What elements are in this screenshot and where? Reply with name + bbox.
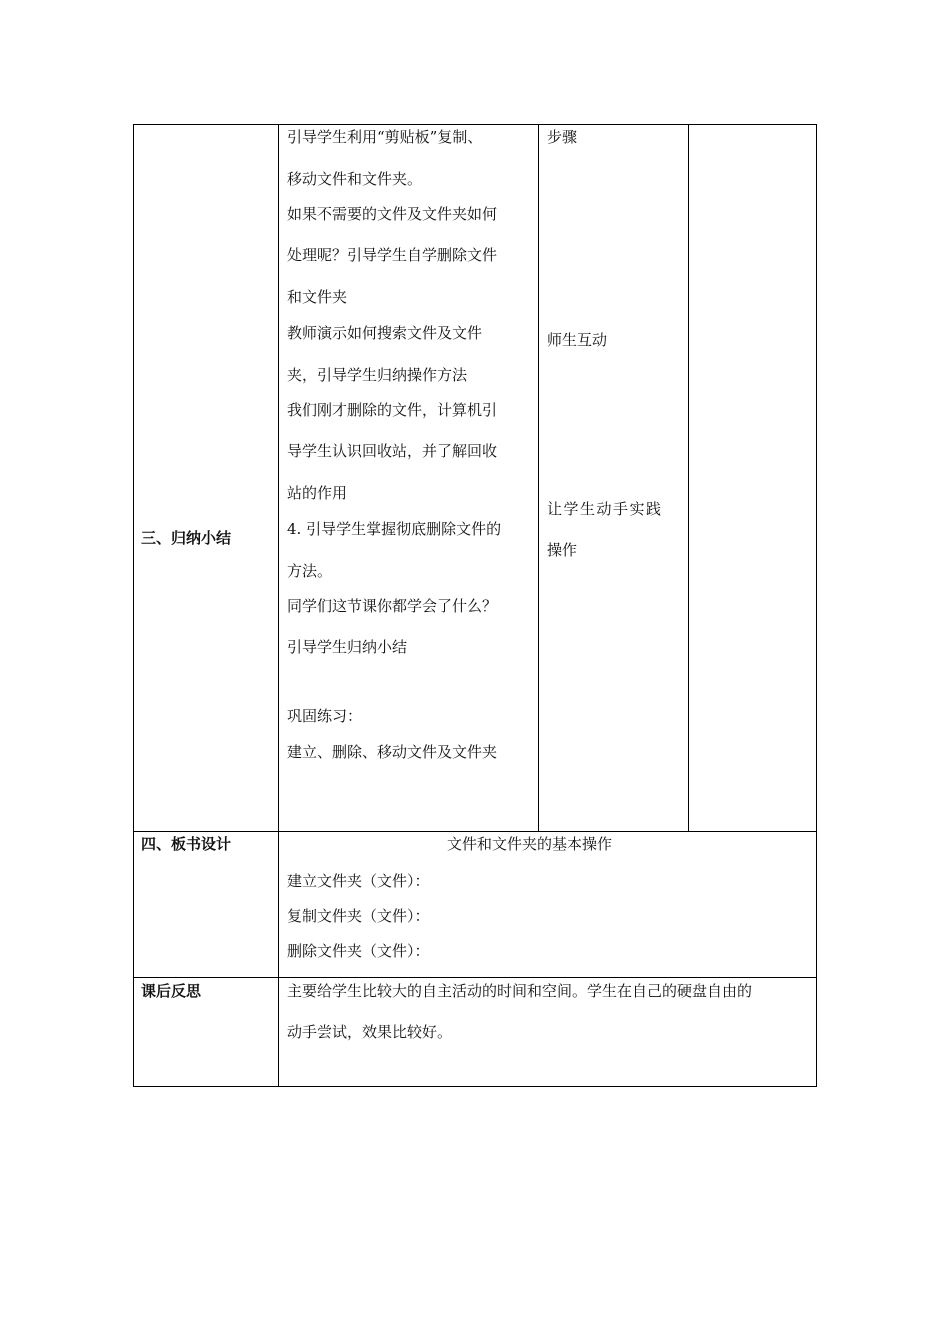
- teacher-line: 移动文件和文件夹。: [287, 170, 423, 188]
- teacher-line: 站的作用: [287, 484, 348, 502]
- student-line: 让学生动手实践: [547, 500, 663, 518]
- board-line: 复制文件夹（文件）：: [287, 907, 430, 925]
- column-divider: [688, 125, 689, 831]
- board-line: 删除文件夹（文件）：: [287, 942, 430, 960]
- reflection-line: 主要给学生比较大的自主活动的时间和空间。学生在自己的硬盘自由的: [287, 982, 753, 1000]
- student-line: 师生互动: [547, 331, 608, 349]
- teacher-line: 引导学生利用“剪贴板”复制、: [287, 128, 483, 146]
- teacher-line: 巩固练习：: [287, 707, 363, 725]
- teacher-line: 建立、删除、移动文件及文件夹: [287, 743, 498, 761]
- teacher-line: 和文件夹: [287, 288, 348, 306]
- teacher-line: 引导学生归纳小结: [287, 638, 408, 656]
- row-divider: [134, 831, 816, 832]
- teacher-line: 如果不需要的文件及文件夹如何: [287, 205, 498, 223]
- column-divider: [538, 125, 539, 831]
- student-line: 步骤: [547, 128, 578, 146]
- teacher-line: 教师演示如何搜索文件及文件: [287, 324, 483, 342]
- row-divider: [134, 977, 816, 978]
- teacher-line: 我们刚才删除的文件，计算机引: [287, 401, 498, 419]
- board-line: 建立文件夹（文件）：: [287, 872, 430, 890]
- reflection-line: 动手尝试，效果比较好。: [287, 1023, 453, 1041]
- teacher-line: 4. 引导学生掌握彻底删除文件的: [287, 520, 502, 538]
- section3-label: 三、归纳小结: [141, 529, 232, 547]
- teacher-line: 处理呢？引导学生自学删除文件: [287, 246, 498, 264]
- teacher-line: 导学生认识回收站，并了解回收: [287, 442, 498, 460]
- board-title: 文件和文件夹的基本操作: [447, 835, 613, 853]
- column-divider: [278, 125, 279, 1087]
- teacher-line: 方法。: [287, 562, 333, 580]
- reflection-label: 课后反思: [141, 982, 202, 1000]
- student-line: 操作: [547, 541, 578, 559]
- section4-label: 四、板书设计: [141, 835, 232, 853]
- teacher-line: 同学们这节课你都学会了什么？: [287, 597, 498, 615]
- teacher-line: 夹，引导学生归纳操作方法: [287, 366, 468, 384]
